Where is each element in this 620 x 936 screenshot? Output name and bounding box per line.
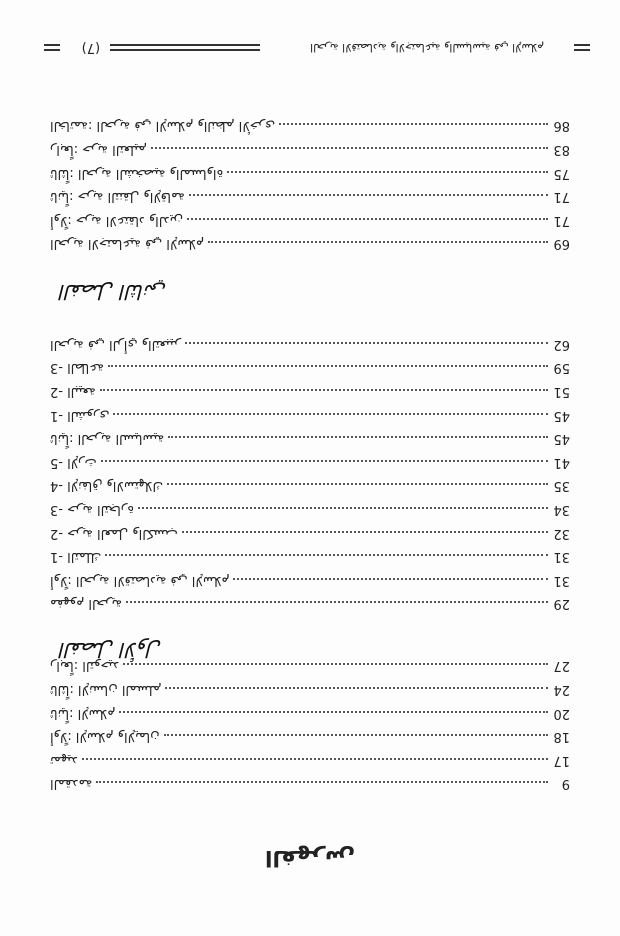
chapter-2-list [50,118,570,260]
dot-leader [227,171,548,173]
toc-entry-title: رابعاً: حرية التعليم [50,142,147,158]
toc-entry [50,166,570,190]
toc-entry-page: 32 [553,525,570,541]
toc-entry-page: 71 [553,189,570,205]
toc-entry-page: 35 [553,478,570,494]
toc-entry [50,360,570,384]
dot-leader [119,711,548,713]
dot-leader [168,436,548,438]
toc-entry [50,573,570,597]
ornament-left [574,45,590,52]
toc-entry [50,213,570,237]
toc-entry-page: 41 [553,454,570,470]
toc-entry-title: الخاتمة: الحرية في الإسلام والنظم الأخرى [50,118,276,134]
dot-leader [208,241,548,243]
toc-entry-page: 62 [553,336,570,352]
toc-entry [50,682,570,706]
toc-entry [50,189,570,213]
toc-entry [50,118,570,142]
dot-leader [189,194,548,196]
toc-entry-title: 1- التملك [50,549,102,565]
dot-leader [82,758,548,760]
dot-leader [126,601,548,603]
dot-leader [101,460,548,462]
toc-entry [50,337,570,361]
dot-leader [187,218,548,220]
toc-entry-title: أولاً: الإسلام والإيمان [50,729,160,745]
toc-entry-page: 34 [553,502,570,518]
toc-entry [50,526,570,550]
toc-entry-page: 31 [553,549,570,565]
toc-entry-page: 45 [553,431,570,447]
toc-entry [50,408,570,432]
toc-entry-title: رابعاً: التوحيد [50,658,120,674]
toc-entry-page: 29 [553,596,570,612]
dot-leader [151,147,548,149]
toc-entry [50,431,570,455]
intro-list [50,658,570,800]
toc-entry-title: ثالثاً: الإنسان المسلم [50,682,162,698]
chapter-1-list [50,337,570,620]
dot-leader [123,663,548,665]
toc-entry [50,596,570,620]
dot-leader [167,483,548,485]
toc-entry-page: 69 [553,236,570,252]
toc-entry-page: 86 [553,118,570,134]
toc-entry [50,455,570,479]
toc-entry-page: 45 [553,407,570,423]
dot-leader [182,531,548,533]
dot-leader [105,554,548,556]
toc-entry-title: ثانياً: حرية التنقل والإقامة [50,189,185,205]
toc-entry-title: 5- الإرث [50,454,97,470]
toc-entry-title: المقدمة [50,776,93,792]
toc-entry [50,478,570,502]
toc-entry-title: ثالثاً: الحرية الشخصية والمساواة [50,165,224,181]
toc-entry-title: أولاً: حرية الاعتقاد والدين [50,212,184,228]
toc-entry [50,236,570,260]
toc-entry-page: 17 [553,752,570,768]
toc-entry-title: أولاً: الحرية الاقتصادية في الإسلام [50,572,230,588]
toc-entry-title: 3- حرية التجارة [50,502,134,518]
toc-entry [50,753,570,777]
toc-entry [50,142,570,166]
dot-leader [279,123,548,125]
toc-entry-page: 24 [553,682,570,698]
toc-entry [50,706,570,730]
toc-entry-page: 71 [553,212,570,228]
toc-entry-title: ثانياً: الإسلام [50,705,116,721]
running-footer [30,38,590,58]
dot-leader [138,507,548,509]
double-rule [110,45,260,52]
toc-entry [50,384,570,408]
toc-entry-title: 3- الطاعة [50,360,105,376]
running-title: الحرية الاقتصادية والاجتماعية والسياسية في الإسلام [310,41,544,55]
toc-entry-title: ثانياً: الحرية السياسية [50,431,165,447]
page-number: (7) [81,40,101,56]
dot-leader [113,413,548,415]
chapter-1-heading: الفصل الأول [60,638,162,662]
dot-leader [96,781,548,783]
toc-entry [50,729,570,753]
toc-entry-page: 83 [553,142,570,158]
toc-entry-page: 27 [553,658,570,674]
toc-entry [50,776,570,800]
toc-entry-title: مفهوم الحرية [50,596,123,612]
dot-leader [234,578,549,580]
toc-entry-page: 9 [561,776,570,792]
toc-entry-title: 1- الشورى [50,407,110,423]
dot-leader [164,734,548,736]
dot-leader [100,389,548,391]
toc-entry-title: الحرية الاجتماعية في الإسلام [50,236,205,252]
toc-entry-title: تمهيد [50,752,78,768]
dot-leader [185,342,548,344]
toc-entry-page: 51 [553,384,570,400]
toc-entry-title: الحرية في الرأي والتعبير [50,336,181,352]
toc-entry-page: 31 [553,572,570,588]
toc-entry-page: 18 [553,729,570,745]
dot-leader [165,687,548,689]
toc-entry-page: 59 [553,360,570,376]
toc-entry-title: 2- البيعة [50,384,96,400]
toc-entry-title: 2- حرية العمل والكسب [50,525,178,541]
chapter-2-heading: الفصل الثاني [60,280,167,304]
ornament-right [44,45,60,52]
toc-entry [50,502,570,526]
toc-entry [50,549,570,573]
page-title: الفهرس [264,845,356,870]
dot-leader [108,365,548,367]
toc-entry-page: 75 [553,165,570,181]
toc-entry-page: 20 [553,705,570,721]
toc-entry-title: 4- الإنفاق والاستهلاك [50,478,164,494]
